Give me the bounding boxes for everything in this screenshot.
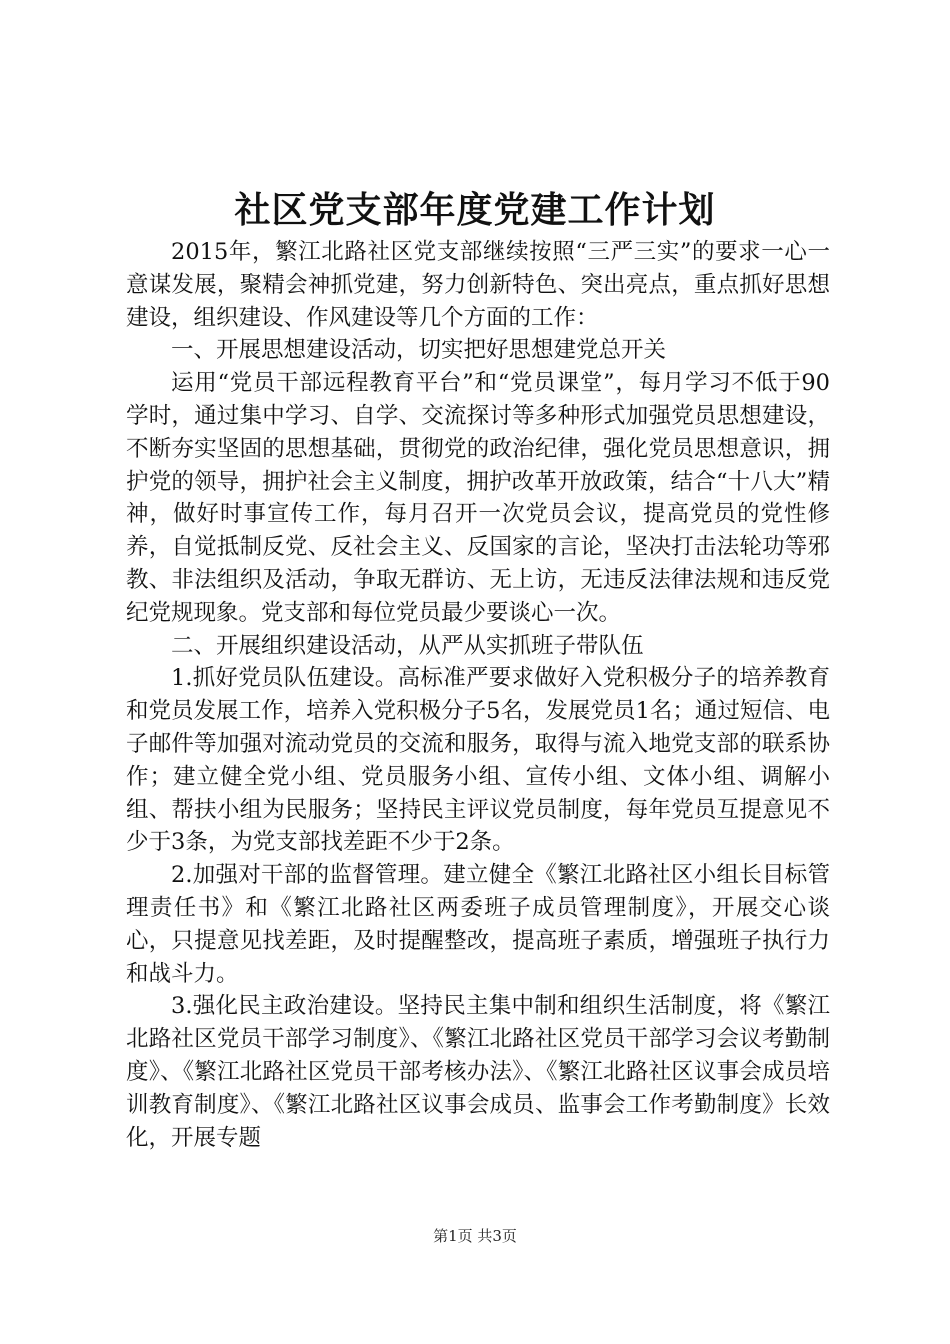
body-paragraph: 1.抓好党员队伍建设。高标准严要求做好入党积极分子的培养教育和党员发展工作，培养入党积极分子5名，发展党员1名；通过短信、电子邮件等加强对流动党员的交流和服务，取得与流入地党支部的联系协作；建立健全党小组、党员服务小组、宣传小组、文体小组、调解小组、帮扶小组为民服务；坚持民主评议党员制度，每年党员互提意见不少于3条，为党支部找差距不少于2条。	[126, 665, 830, 856]
section-heading-1: 一、开展思想建设活动，切实把好思想建党总开关	[171, 337, 667, 364]
body-paragraph: 2.加强对干部的监督管理。建立健全《繁江北路社区小组长目标管理责任书》和《繁江北路社区两委班子成员管理制度》，开展交心谈心，只提意见找差距，及时提醒整改，提高班子素质，增强班子执行力和战斗力。	[126, 862, 830, 987]
document-title: 社区党支部年度党建工作计划	[234, 189, 716, 231]
body-paragraph: 运用“党员干部远程教育平台”和“党员课堂”，每月学习不低于90学时，通过集中学习、自学、交流探讨等多种形式加强党员思想建设，不断夯实坚固的思想基础，贯彻党的政治纪律，强化党员思想意识，拥护党的领导，拥护社会主义制度，拥护改革开放政策，结合“十八大”精神，做好时事宣传工作，每月召开一次党员会议，提高党员的党性修养，自觉抵制反党、反社会主义、反国家的言论，坚决打击法轮功等邪教、非法组织及活动，争取无群访、无上访，无违反法律法规和违反党纪党规现象。党支部和每位党员最少要谈心一次。	[126, 370, 830, 626]
document-body	[126, 236, 830, 1154]
page-footer: 第1页 共3页	[433, 1227, 517, 1245]
intro-paragraph: 2015年，繁江北路社区党支部继续按照“三严三实”的要求一心一意谋发展，聚精会神抓党建，努力创新特色、突出亮点，重点抓好思想建设，组织建设、作风建设等几个方面的工作：	[126, 239, 830, 331]
section-heading-2: 二、开展组织建设活动，从严从实抓班子带队伍	[171, 632, 644, 659]
body-paragraph: 3.强化民主政治建设。坚持民主集中制和组织生活制度，将《繁江北路社区党员干部学习制度》、《繁江北路社区党员干部学习会议考勤制度》、《繁江北路社区党员干部考核办法》、《繁江北路社区议事会成员培训教育制度》、《繁江北路社区议事会成员、监事会工作考勤制度》长效化，开展专题	[126, 993, 830, 1151]
